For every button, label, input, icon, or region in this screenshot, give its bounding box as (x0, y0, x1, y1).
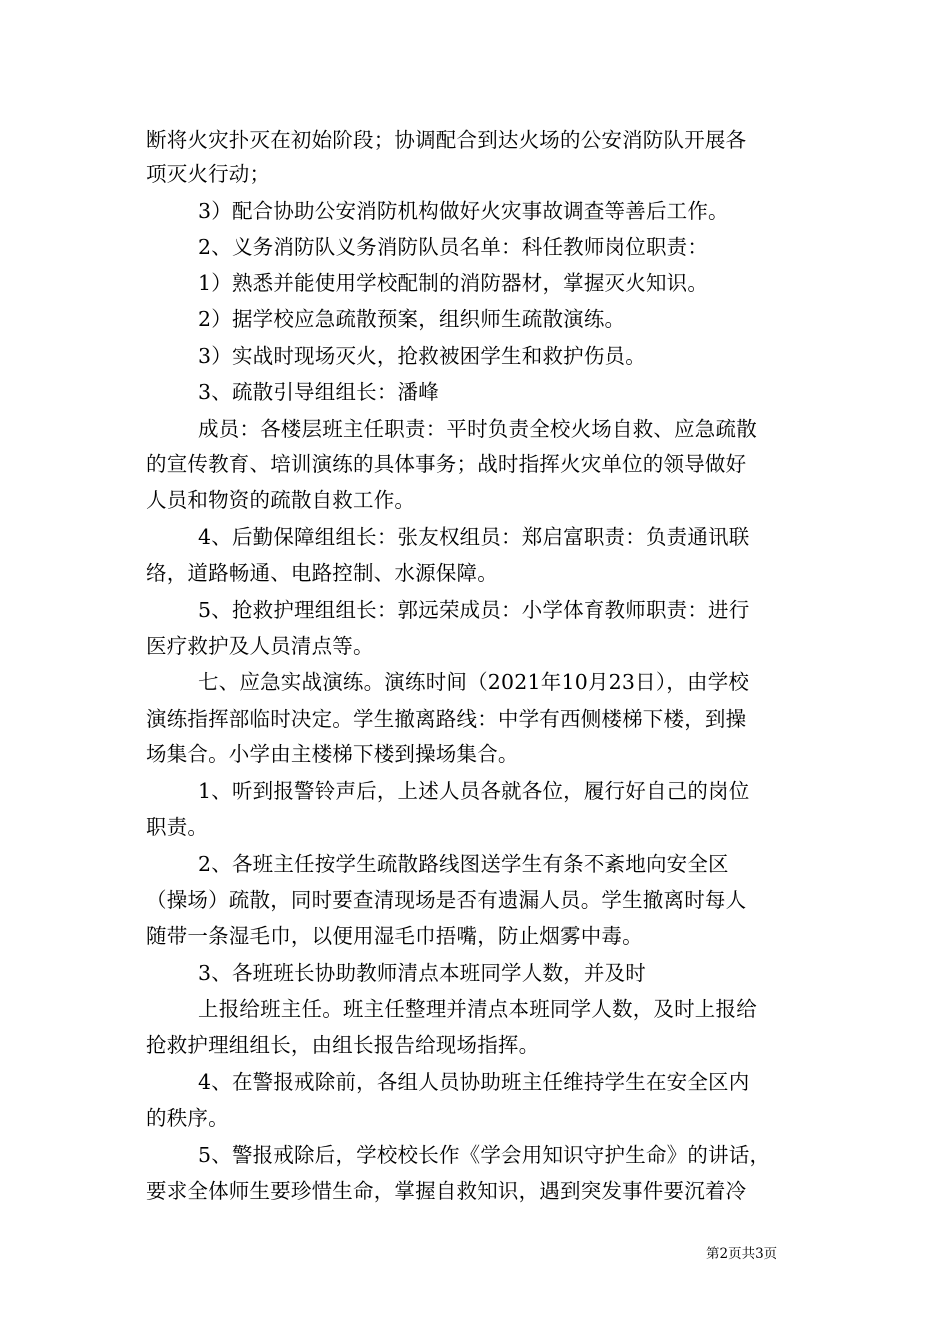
text-line: 要求全体师生要珍惜生命，掌握自救知识，遇到突发事件要沉着冷 (146, 1179, 747, 1203)
text-line: 项灭火行动； (146, 162, 271, 186)
text-line: 职责。 (146, 815, 209, 839)
text-line: 3、疏散引导组组长：潘峰 (198, 380, 439, 404)
text-line: 络，道路畅通、电路控制、水源保障。 (146, 561, 498, 585)
text-line: 演练指挥部临时决定。学生撤离路线：中学有西侧楼梯下楼，到操 (146, 707, 747, 731)
text-line: 3）配合协助公安消防机构做好火灾事故调查等善后工作。 (198, 199, 729, 223)
text-line: 4、在警报戒除前，各组人员协助班主任维持学生在安全区内 (198, 1070, 750, 1094)
text-line: 1、听到报警铃声后，上述人员各就各位，履行好自己的岗位 (198, 779, 750, 803)
page-number: 第2页共3页 (706, 1246, 778, 1262)
text-line: 5、抢救护理组组长：郭远荣成员：小学体育教师职责：进行 (198, 598, 750, 622)
text-line: 2、义务消防队义务消防队员名单：科任教师岗位职责： (198, 235, 709, 259)
text-line: 医疗救护及人员清点等。 (146, 634, 374, 658)
text-line: 随带一条湿毛巾，以便用湿毛巾捂嘴，防止烟雾中毒。 (146, 924, 643, 948)
text-line: 4、后勤保障组组长：张友权组员：郑启富职责：负责通讯联 (198, 525, 750, 549)
text-line: 3）实战时现场灭火，抢救被困学生和救护伤员。 (198, 344, 646, 368)
text-line: 的宣传教育、培训演练的具体事务；战时指挥火灾单位的领导做好 (146, 452, 747, 476)
text-line: 抢救护理组组长，由组长报告给现场指挥。 (146, 1033, 540, 1057)
text-line: 成员：各楼层班主任职责：平时负责全校火场自救、应急疏散 (198, 417, 757, 441)
text-line: 人员和物资的疏散自救工作。 (146, 488, 416, 512)
text-line: 的秩序。 (146, 1106, 229, 1130)
text-line: 1）熟悉并能使用学校配制的消防器材，掌握灭火知识。 (198, 271, 709, 295)
text-line: 2）据学校应急疏散预案，组织师生疏散演练。 (198, 307, 626, 331)
text-line: 3、各班班长协助教师清点本班同学人数，并及时 (198, 961, 646, 985)
text-line: 场集合。小学由主楼梯下楼到操场集合。 (146, 742, 519, 766)
text-line: （操场）疏散，同时要查清现场是否有遗漏人员。学生撤离时每人 (146, 888, 747, 912)
text-line: 上报给班主任。班主任整理并清点本班同学人数，及时上报给 (198, 997, 757, 1021)
text-line: 5、警报戒除后，学校校长作《学会用知识守护生命》的讲话， (198, 1143, 771, 1167)
text-line: 2、各班主任按学生疏散路线图送学生有条不紊地向安全区 (198, 852, 729, 876)
text-line: 七、应急实战演练。演练时间（2021年10月23日），由学校 (198, 670, 750, 694)
text-line: 断将火灾扑灭在初始阶段；协调配合到达火场的公安消防队开展各 (146, 128, 747, 152)
